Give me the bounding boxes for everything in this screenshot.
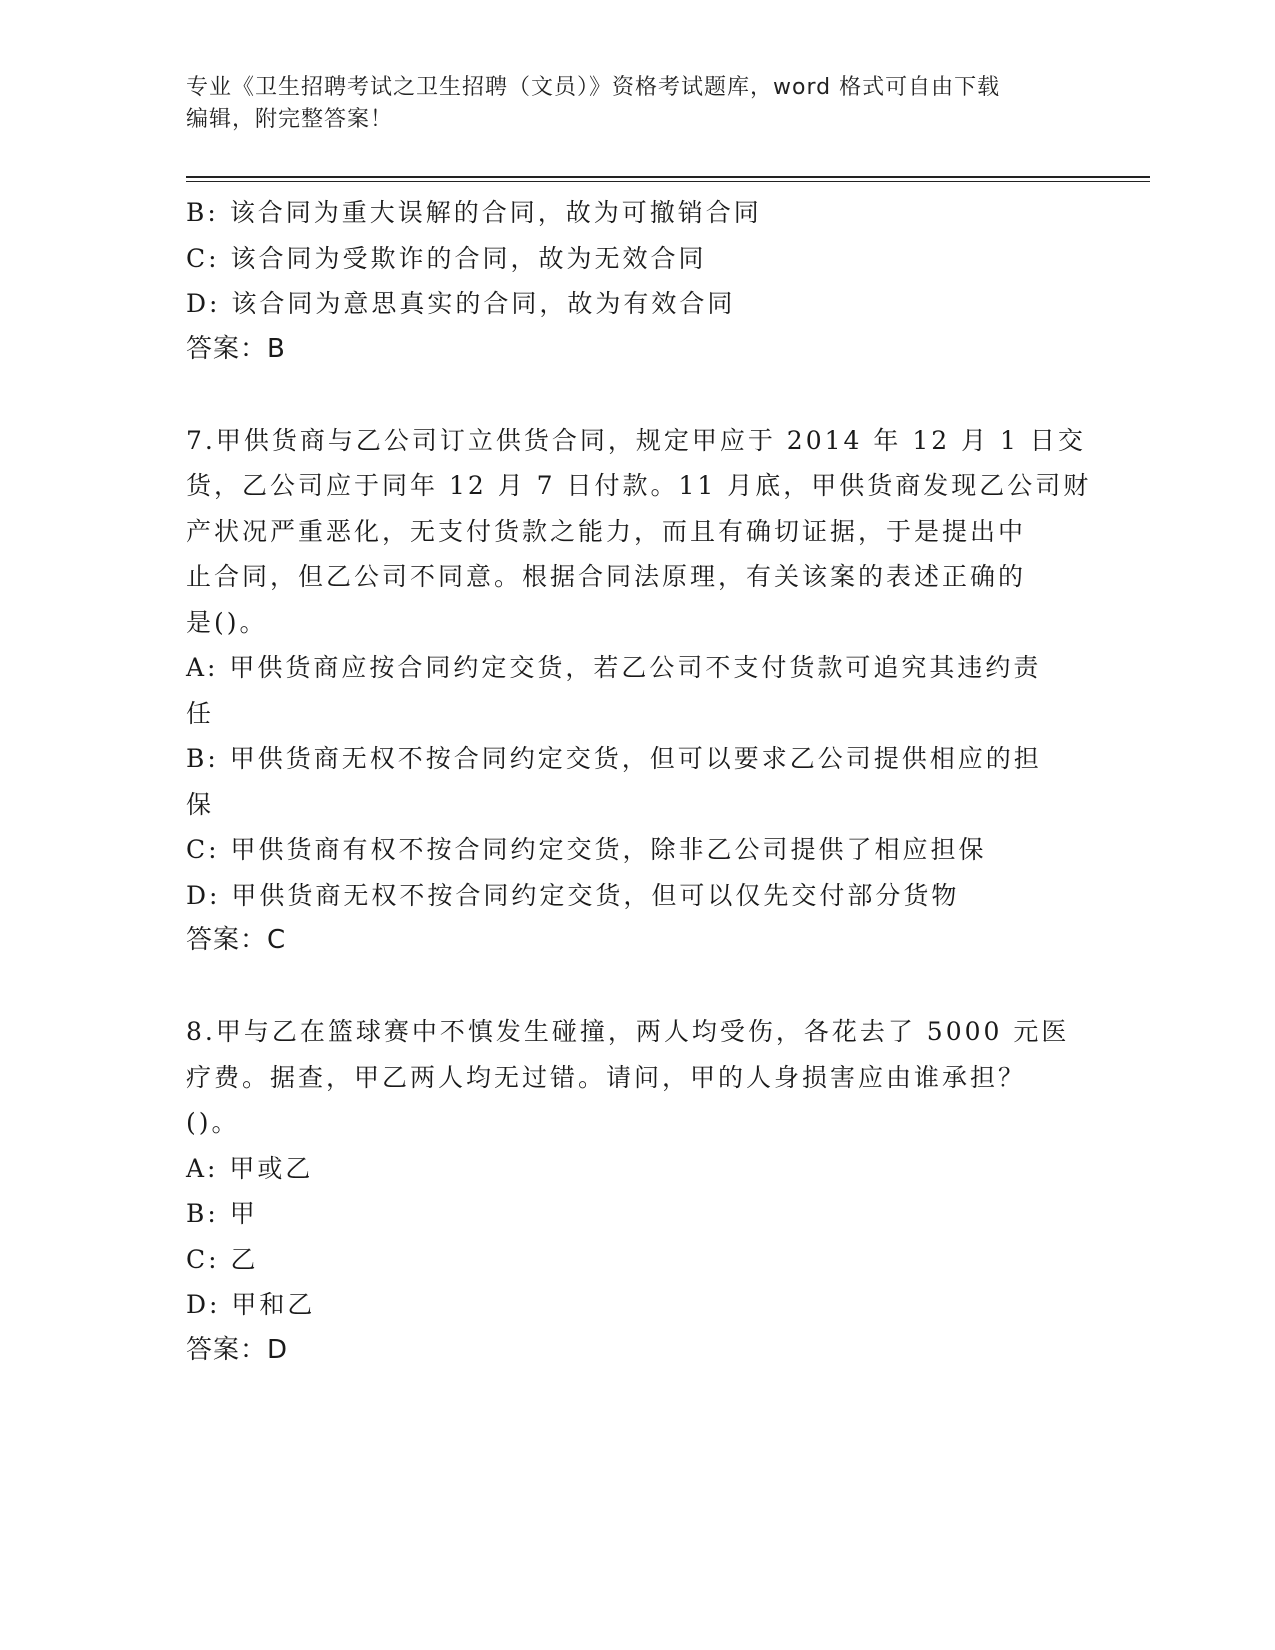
answer-line: 答案：D — [186, 1334, 289, 1365]
option-d: D: 该合同为意思真实的合同，故为有效合同 — [186, 289, 736, 318]
question-text-line: ()。 — [186, 1108, 240, 1137]
document-header — [186, 72, 1086, 136]
option-a-continued: 任 — [186, 698, 215, 728]
question-text-line: 7.甲供货商与乙公司订立供货合同，规定甲应于 2014 年 12 月 1 日交 — [186, 425, 1086, 455]
option-c: C: 甲供货商有权不按合同约定交货，除非乙公司提供了相应担保 — [186, 835, 987, 864]
question-text-line: 疗费。据查，甲乙两人均无过错。请问，甲的人身损害应由谁承担？ — [186, 1062, 1027, 1092]
option-d: D: 甲和乙 — [186, 1290, 316, 1319]
option-d: D: 甲供货商无权不按合同约定交货，但可以仅先交付部分货物 — [186, 880, 960, 910]
document-body — [186, 190, 1106, 1373]
spacer — [186, 964, 1106, 1010]
header-line-2: 编辑，附完整答案！ — [186, 107, 394, 132]
option-c: C: 乙 — [186, 1244, 259, 1274]
question-text-line: 货，乙公司应于同年 12 月 7 日付款。11 月底，甲供货商发现乙公司财 — [186, 471, 1092, 500]
header-divider-thick — [186, 176, 1150, 178]
question-text-line: 是()。 — [186, 607, 268, 637]
question-text-line: 产状况严重恶化，无支付货款之能力，而且有确切证据，于是提出中 — [186, 516, 1027, 546]
option-b: B: 该合同为重大误解的合同，故为可撤销合同 — [186, 198, 762, 227]
answer-line: 答案：B — [186, 333, 286, 364]
header-divider-thin — [186, 181, 1150, 182]
option-a: A: 甲供货商应按合同约定交货，若乙公司不支付货款可追究其违约责 — [186, 653, 1042, 682]
option-b: B: 甲供货商无权不按合同约定交货，但可以要求乙公司提供相应的担 — [186, 744, 1042, 773]
option-b-continued: 保 — [186, 789, 215, 819]
question-7 — [186, 418, 1106, 964]
option-a: A: 甲或乙 — [186, 1153, 314, 1183]
answer-line: 答案：C — [186, 925, 287, 955]
question-text-line: 8.甲与乙在篮球赛中不慎发生碰撞，两人均受伤，各花去了 5000 元医 — [186, 1017, 1070, 1046]
question-8 — [186, 1009, 1106, 1373]
option-c: C: 该合同为受欺诈的合同，故为无效合同 — [186, 243, 707, 273]
option-b: B: 甲 — [186, 1199, 258, 1228]
spacer — [186, 372, 1106, 418]
header-line-1: 专业《卫生招聘考试之卫生招聘（文员）》资格考试题库，word 格式可自由下载 — [186, 75, 1001, 100]
question-text-line: 止合同，但乙公司不同意。根据合同法原理，有关该案的表述正确的 — [186, 562, 1027, 591]
